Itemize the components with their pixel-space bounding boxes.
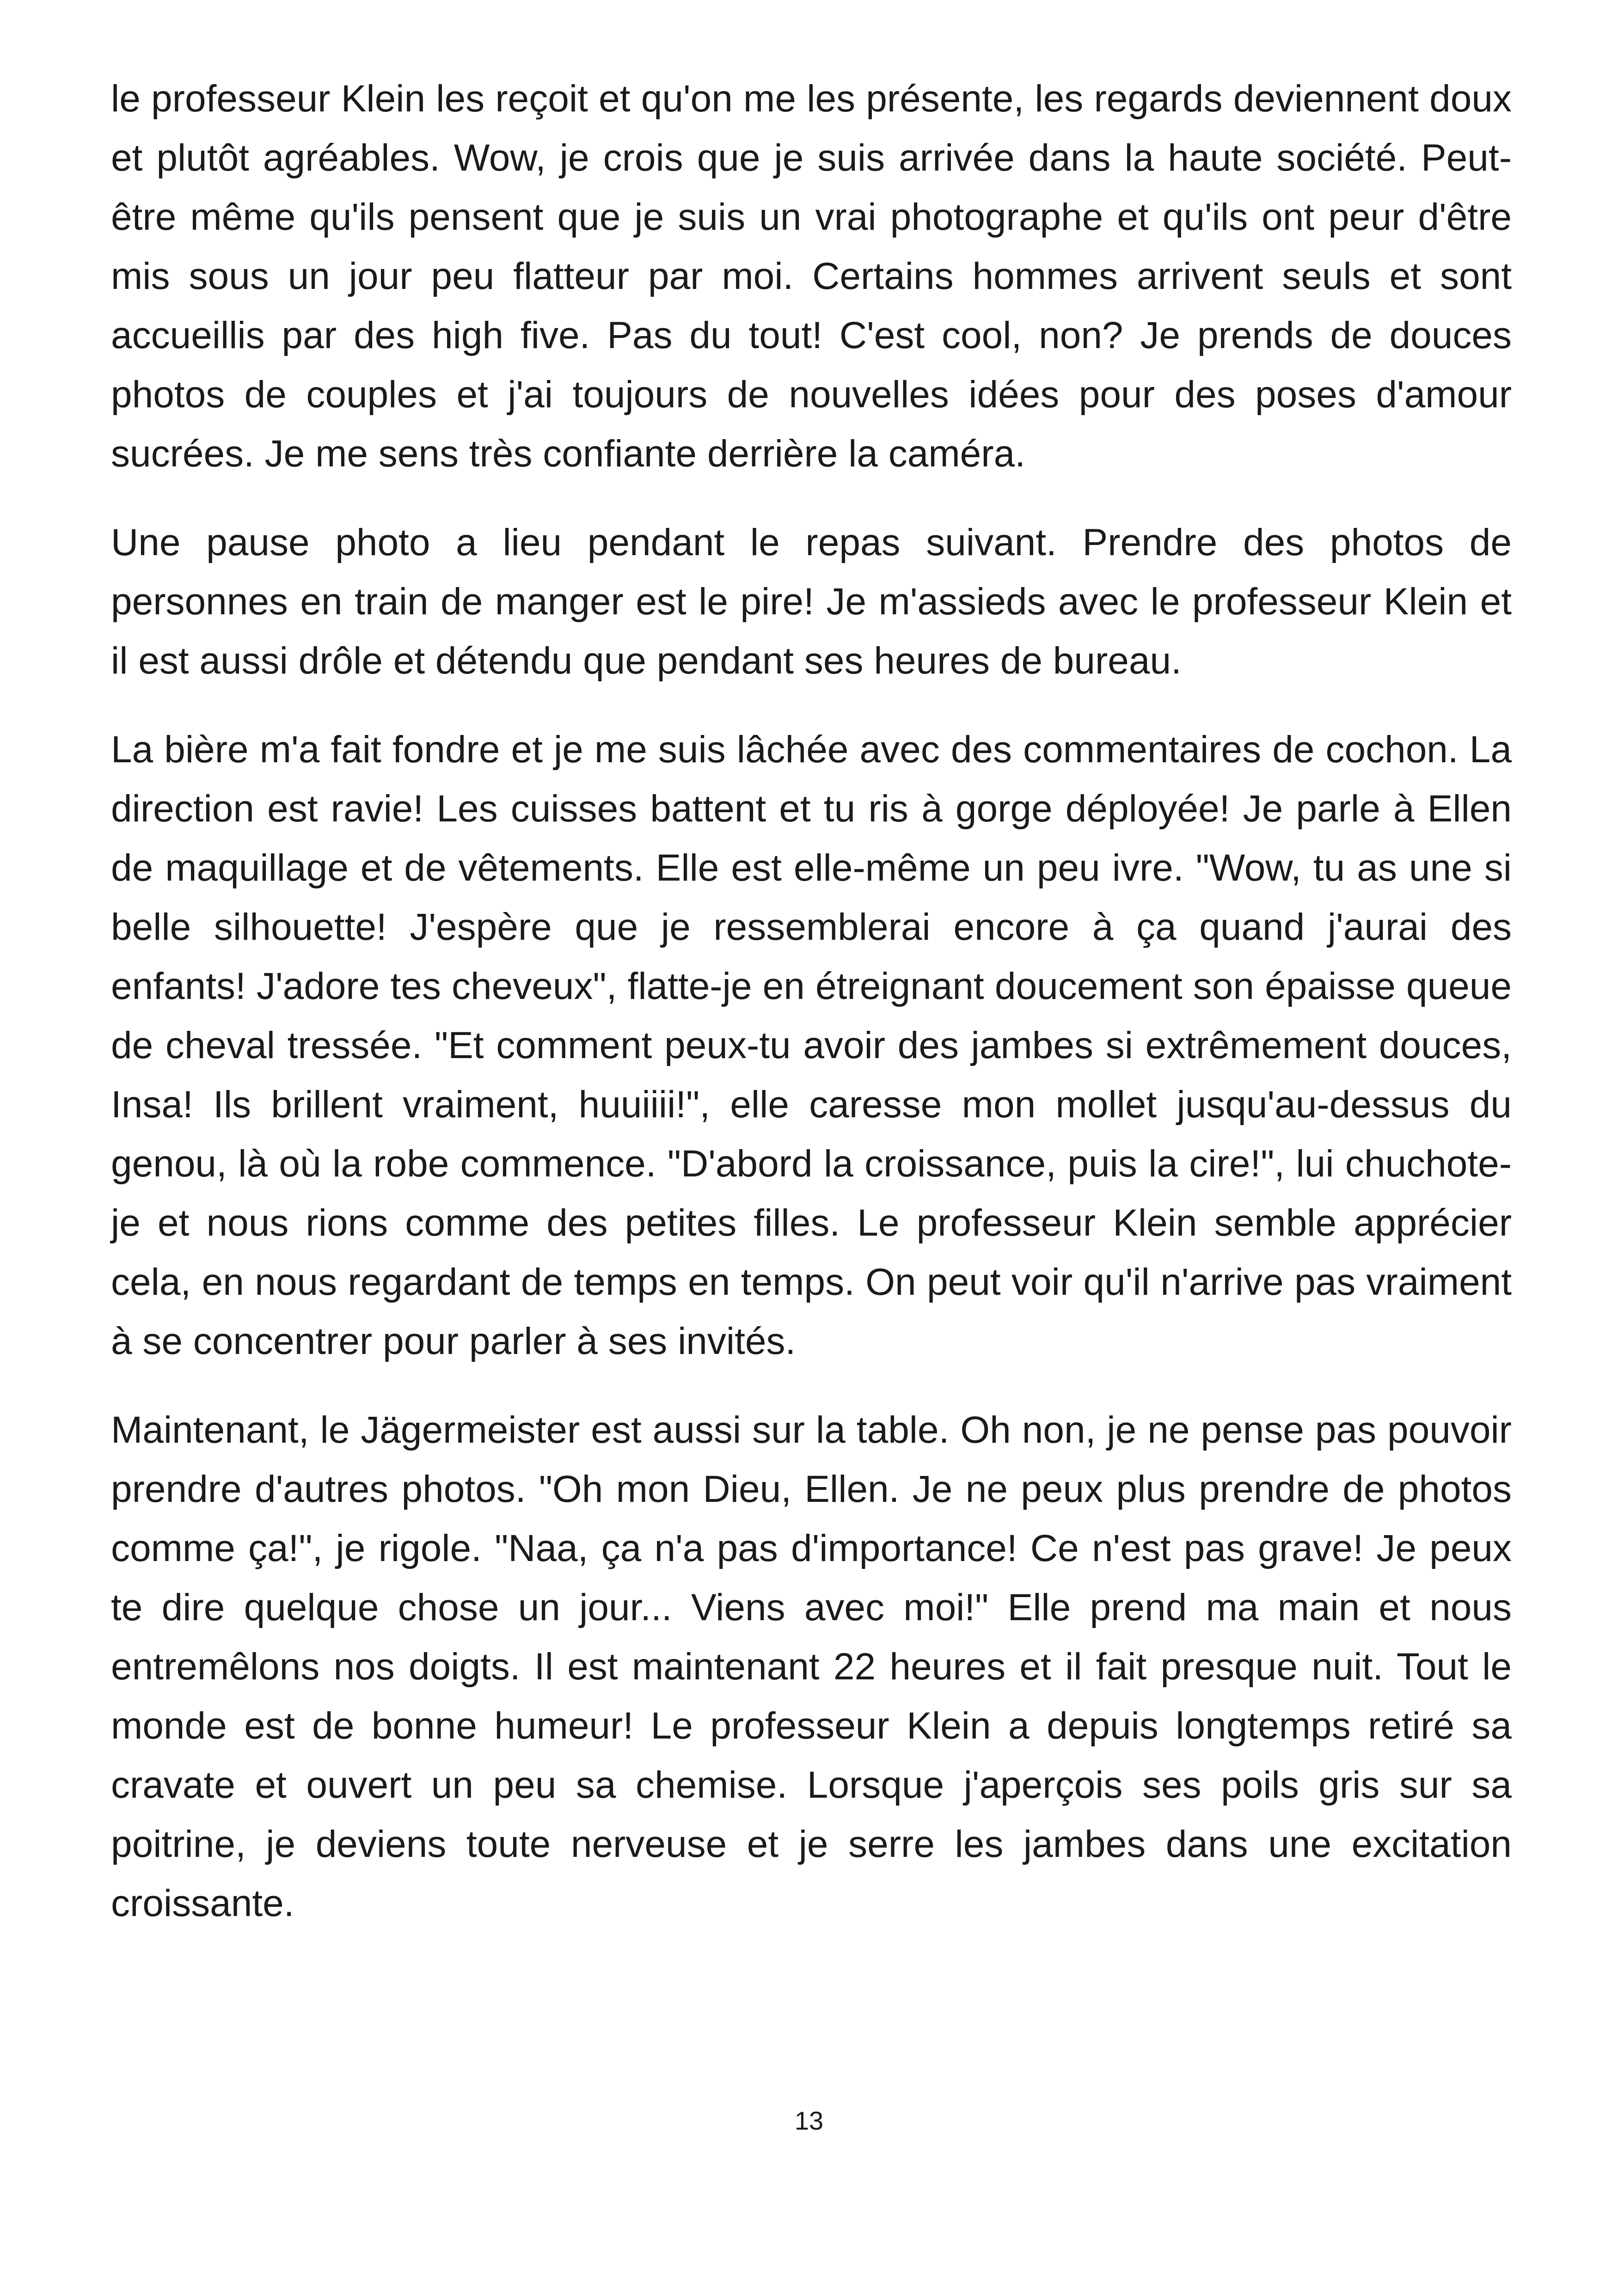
paragraph-4: Maintenant, le Jägermeister est aussi sur la table. Oh non, je ne pense pas pouvoir prendre d'autres photos. "Oh mon Dieu, Ellen. Je ne peux plus prendre de photos comme ça!", je rigole. "Naa, ça n'a pas d'importance! Ce n'est pas grave! Je peux te dire quelque chose un jour... Viens avec moi!" Elle prend ma main et nous entremêlons nos doigts. Il est maintenant 22 heures et il fait presque nuit. Tout le monde est de bonne humeur! Le professeur Klein a depuis longtemps retiré sa cravate et ouvert un peu sa chemise. Lorsque j'aperçois ses poils gris sur sa poitrine, je deviens toute nerveuse et je serre les jambes dans une excitation croissante.	[111, 1409, 1512, 1924]
page-number: 13	[794, 2106, 824, 2135]
document-page	[111, 69, 1512, 1963]
paragraph-2: Une pause photo a lieu pendant le repas suivant. Prendre des photos de personnes en train de manger est le pire! Je m'assieds avec le professeur Klein et il est aussi drôle et détendu que pendant ses heures de bureau.	[111, 521, 1512, 682]
paragraph-3: La bière m'a fait fondre et je me suis lâchée avec des commentaires de cochon. La direction est ravie! Les cuisses battent et tu ris à gorge déployée! Je parle à Ellen de maquillage et de vêtements. Elle est elle-même un peu ivre. "Wow, tu as une si belle silhouette! J'espère que je ressemblerai encore à ça quand j'aurai des enfants! J'adore tes cheveux", flatte-je en étreignant doucement son épaisse queue de cheval tressée. "Et comment peux-tu avoir des jambes si extrêmement douces, Insa! Ils brillent vraiment, huuiiii!", elle caresse mon mollet jusqu'au-dessus du genou, là où la robe commence. "D'abord la croissance, puis la cire!", lui chuchote-je et nous rions comme des petites filles. Le professeur Klein semble apprécier cela, en nous regardant de temps en temps. On peut voir qu'il n'arrive pas vraiment à se concentrer pour parler à ses invités.	[111, 729, 1512, 1362]
paragraph-1: le professeur Klein les reçoit et qu'on me les présente, les regards deviennent doux et plutôt agréables. Wow, je crois que je suis arrivée dans la haute société. Peut-être même qu'ils pensent que je suis un vrai photographe et qu'ils ont peur d'être mis sous un jour peu flatteur par moi. Certains hommes arrivent seuls et sont accueillis par des high five. Pas du tout! C'est cool, non? Je prends de douces photos de couples et j'ai toujours de nouvelles idées pour des poses d'amour sucrées. Je me sens très confiante derrière la caméra.	[111, 78, 1512, 475]
